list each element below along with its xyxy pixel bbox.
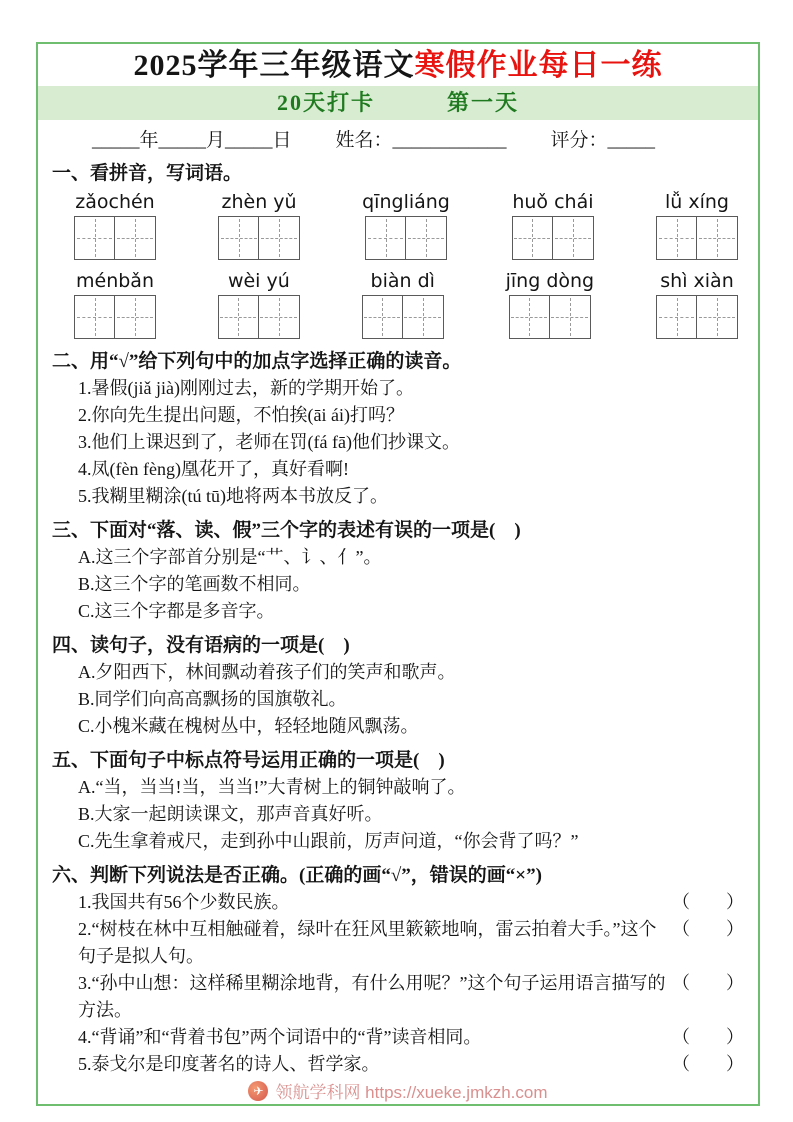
grid-cell[interactable] [403, 295, 444, 339]
option-item: A.“当，当当!当，当当!”大青树上的铜钟敲响了。 [78, 777, 466, 797]
pinyin-label: qīngliáng [362, 191, 450, 213]
section3-heading: 三、下面对“落、读、假”三个字的表述有误的一项是( ) [52, 520, 521, 541]
writing-grid[interactable] [74, 216, 156, 260]
pinyin-unit [362, 270, 444, 339]
grid-cell[interactable] [365, 216, 406, 260]
question-item: 3.他们上课迟到了，老师在罚(fá fā)他们抄课文。 [78, 432, 460, 452]
grid-cell[interactable] [218, 216, 259, 260]
pinyin-grid-row-2 [52, 270, 744, 339]
option-item: B.这三个字的笔画数不相同。 [78, 574, 311, 594]
section1-heading: 一、看拼音，写词语。 [52, 163, 243, 184]
option-item: B.大家一起朗读课文，那声音真好听。 [78, 804, 383, 824]
watermark-text: 领航学科网 https://xueke.jmkzh.com [275, 1083, 548, 1102]
writing-grid[interactable] [656, 295, 738, 339]
answer-bracket[interactable]: （ ） [672, 919, 744, 939]
grid-cell[interactable] [406, 216, 447, 260]
answer-bracket[interactable]: （ ） [672, 1054, 744, 1074]
pinyin-label: lǚ xíng [665, 191, 729, 213]
score-blank[interactable]: 评分：_____ [550, 130, 656, 151]
section6-heading: 六、判断下列说法是否正确。(正确的画“√”，错误的画“×”) [52, 865, 542, 886]
date-blank[interactable]: _____年_____月_____日 [92, 130, 292, 151]
writing-grid[interactable] [74, 295, 156, 339]
pinyin-label: jīng dòng [505, 270, 595, 292]
pinyin-label: wèi yú [227, 270, 290, 292]
writing-grid[interactable] [512, 216, 594, 260]
site-logo-icon: ✈ [248, 1081, 268, 1101]
judge-item [78, 889, 744, 916]
pinyin-unit [656, 191, 738, 260]
grid-cell[interactable] [550, 295, 591, 339]
grid-cell[interactable] [115, 216, 156, 260]
green-border-frame [36, 42, 760, 1106]
judge-item [78, 970, 744, 1024]
grid-cell[interactable] [74, 295, 115, 339]
pinyin-label: shì xiàn [660, 270, 734, 292]
pinyin-label: zǎochén [75, 191, 155, 213]
pinyin-label: zhèn yǔ [221, 191, 297, 213]
grid-cell[interactable] [697, 295, 738, 339]
grid-cell[interactable] [115, 295, 156, 339]
option-item: B.同学们向高高飘扬的国旗敬礼。 [78, 689, 347, 709]
writing-grid[interactable] [218, 216, 300, 260]
grid-cell[interactable] [512, 216, 553, 260]
pinyin-unit [218, 191, 300, 260]
option-item: A.夕阳西下，林间飘动着孩子们的笑声和歌声。 [78, 662, 456, 682]
option-item: C.先生拿着戒尺，走到孙中山跟前，厉声问道，“你会背了吗？” [78, 831, 579, 851]
writing-grid[interactable] [656, 216, 738, 260]
pinyin-label: huǒ chái [512, 191, 594, 213]
writing-grid[interactable] [365, 216, 447, 260]
section2-heading: 二、用“√”给下列句中的加点字选择正确的读音。 [52, 351, 462, 372]
pinyin-unit [74, 191, 156, 260]
answer-bracket[interactable]: （ ） [672, 892, 744, 912]
name-blank[interactable]: 姓名：____________ [335, 130, 507, 151]
pinyin-grid-row-1 [52, 191, 744, 260]
page-title [38, 44, 758, 86]
writing-grid[interactable] [509, 295, 591, 339]
judge-text: 1.我国共有56个少数民族。 [78, 892, 290, 912]
pinyin-unit [506, 270, 595, 339]
writing-grid[interactable] [218, 295, 300, 339]
judge-item [78, 916, 744, 970]
question-item: 4.凤(fèn fèng)凰花开了，真好看啊! [78, 459, 349, 479]
grid-cell[interactable] [656, 295, 697, 339]
grid-cell[interactable] [74, 216, 115, 260]
judge-text: 5.泰戈尔是印度著名的诗人、哲学家。 [78, 1054, 380, 1074]
option-item: A.这三个字部首分别是“艹、讠、亻”。 [78, 547, 382, 567]
grid-cell[interactable] [218, 295, 259, 339]
footer-watermark [52, 1078, 744, 1107]
title-red-part: 寒假作业每日一练 [414, 49, 663, 82]
date-name-score-row [92, 129, 740, 153]
pinyin-unit [512, 191, 594, 260]
judge-item [78, 1051, 744, 1078]
pinyin-label: ménbǎn [76, 270, 154, 292]
judge-text: 2.“树枝在林中互相触碰着，绿叶在狂风里簌簌地响，雷云拍着大手。”这个句子是拟人句。 [78, 919, 657, 966]
judge-item [78, 1024, 744, 1051]
grid-cell[interactable] [259, 295, 300, 339]
question-item: 5.我糊里糊涂(tú tū)地将两本书放反了。 [78, 486, 388, 506]
section5-heading: 五、下面句子中标点符号运用正确的一项是( ) [52, 750, 445, 771]
pinyin-unit [362, 191, 450, 260]
judge-text: 4.“背诵”和“背着书包”两个词语中的“背”读音相同。 [78, 1027, 482, 1047]
pinyin-label: biàn dì [370, 270, 435, 292]
option-item: C.小槐米藏在槐树丛中，轻轻地随风飘荡。 [78, 716, 419, 736]
pinyin-unit [74, 270, 156, 339]
worksheet-content [38, 120, 758, 1107]
answer-bracket[interactable]: （ ） [672, 1027, 744, 1047]
title-black-part: 2025学年三年级语文 [133, 49, 415, 82]
writing-grid[interactable] [362, 295, 444, 339]
answer-bracket[interactable]: （ ） [672, 973, 744, 993]
grid-cell[interactable] [362, 295, 403, 339]
grid-cell[interactable] [259, 216, 300, 260]
question-item: 1.暑假(jiǎ jià)刚刚过去，新的学期开始了。 [78, 378, 414, 398]
grid-cell[interactable] [509, 295, 550, 339]
grid-cell[interactable] [697, 216, 738, 260]
pinyin-unit [656, 270, 738, 339]
banner: 20天打卡 第一天 [38, 86, 758, 120]
option-item: C.这三个字都是多音字。 [78, 601, 275, 621]
question-item: 2.你向先生提出问题，不怕挨(āi ái)打吗？ [78, 405, 404, 425]
grid-cell[interactable] [656, 216, 697, 260]
pinyin-unit [218, 270, 300, 339]
section4-heading: 四、读句子，没有语病的一项是( ) [52, 635, 350, 656]
grid-cell[interactable] [553, 216, 594, 260]
judge-text: 3.“孙中山想：这样稀里糊涂地背，有什么用呢？”这个句子运用语言描写的方法。 [78, 973, 666, 1020]
